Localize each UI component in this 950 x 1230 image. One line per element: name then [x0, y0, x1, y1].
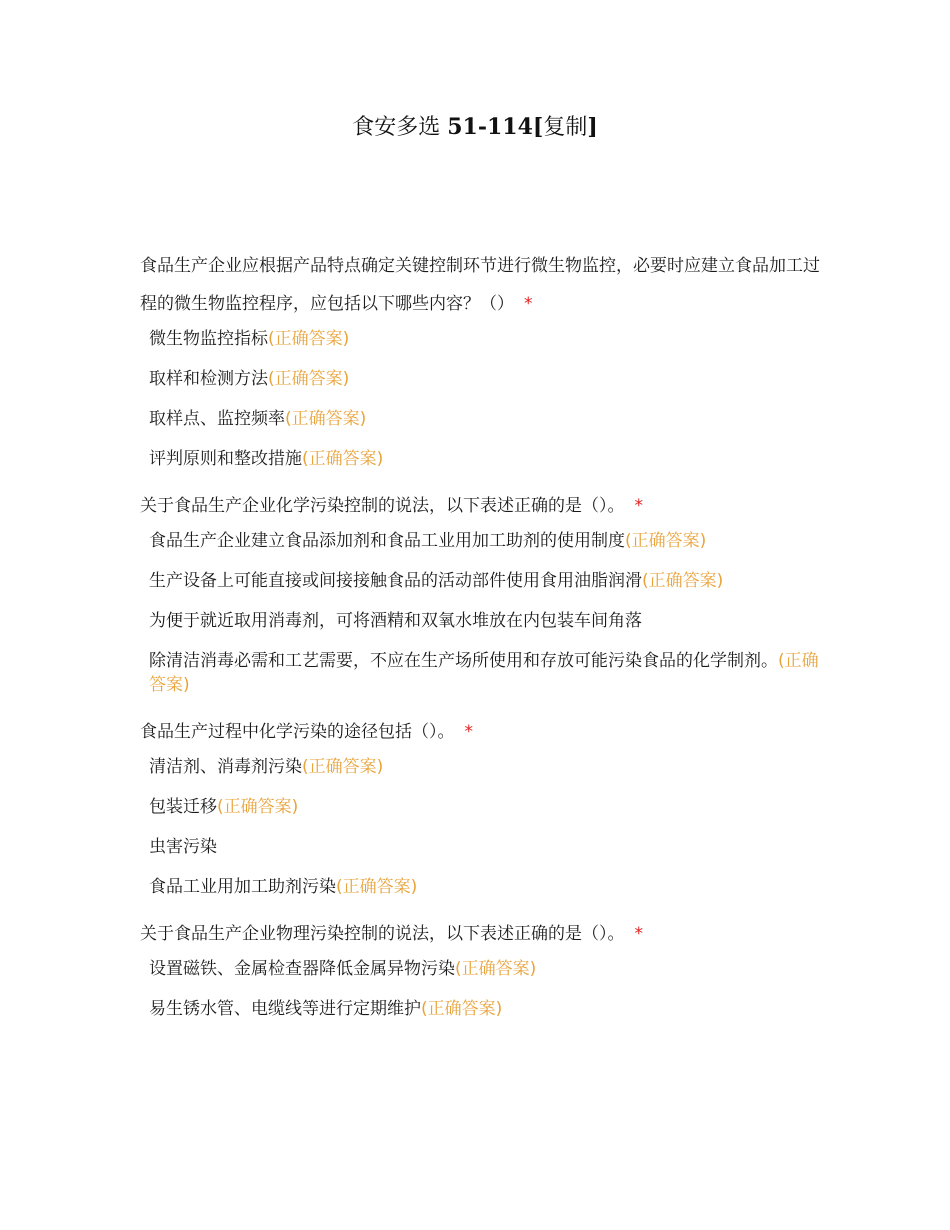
question-text: 食品生产过程中化学污染的途径包括（）。 * — [140, 722, 473, 742]
question-list — [140, 247, 820, 1037]
option-item[interactable] — [149, 957, 820, 981]
correct-answer-mark: (正确答案) — [642, 571, 724, 591]
option-label: 为便于就近取用消毒剂，可将酒精和双氧水堆放在内包装车间角落 — [149, 611, 642, 631]
correct-answer-mark: (正确答案) — [268, 369, 350, 389]
title-copy: 复制 — [543, 115, 588, 140]
title-range: 51-114 — [447, 114, 533, 140]
correct-answer-mark: (正确答案) — [421, 999, 503, 1019]
option-item[interactable] — [149, 529, 820, 553]
required-mark: * — [634, 924, 643, 944]
correct-answer-mark: (正确答案) — [455, 959, 537, 979]
question-text: 关于食品生产企业化学污染控制的说法，以下表述正确的是（）。 * — [140, 496, 643, 516]
option-label: 生产设备上可能直接或间接接触食品的活动部件使用食用油脂润滑 — [149, 571, 642, 591]
page-title — [0, 110, 950, 145]
option-item[interactable] — [149, 569, 820, 593]
option-item[interactable] — [149, 997, 820, 1021]
option-label: 除清洁消毒必需和工艺需要，不应在生产场所使用和存放可能污染食品的化学制剂。 — [149, 651, 778, 671]
required-mark: * — [524, 294, 533, 314]
title-prefix: 食安多选 — [352, 115, 448, 140]
option-label: 设置磁铁、金属检查器降低金属异物污染 — [149, 959, 455, 979]
option-label: 取样和检测方法 — [149, 369, 268, 389]
correct-answer-mark: (正确答案) — [268, 329, 350, 349]
option-label: 包装迁移 — [149, 797, 217, 817]
question-4 — [140, 915, 820, 1021]
option-label: 取样点、监控频率 — [149, 409, 285, 429]
question-1 — [140, 247, 820, 471]
option-item[interactable] — [149, 795, 820, 819]
required-mark: * — [464, 722, 473, 742]
option-label: 食品生产企业建立食品添加剂和食品工业用加工助剂的使用制度 — [149, 531, 625, 551]
option-item[interactable] — [149, 649, 820, 697]
question-text: 食品生产企业应根据产品特点确定关键控制环节进行微生物监控，必要时应建立食品加工过程的微生物监控程序，应包括以下哪些内容？（） * — [140, 256, 820, 314]
option-item[interactable] — [149, 609, 820, 633]
option-label: 清洁剂、消毒剂污染 — [149, 757, 302, 777]
question-3 — [140, 713, 820, 899]
correct-answer-mark: (正确答案) — [217, 797, 299, 817]
option-label: 易生锈水管、电缆线等进行定期维护 — [149, 999, 421, 1019]
option-list — [149, 327, 820, 471]
option-label: 虫害污染 — [149, 837, 217, 857]
option-item[interactable] — [149, 407, 820, 431]
option-label: 食品工业用加工助剂污染 — [149, 877, 336, 897]
title-bracket-open: [ — [532, 114, 544, 140]
correct-answer-mark: (正确答案) — [285, 409, 367, 429]
correct-answer-mark: (正确答案) — [302, 757, 384, 777]
option-label: 微生物监控指标 — [149, 329, 268, 349]
option-list — [149, 529, 820, 697]
option-item[interactable] — [149, 755, 820, 779]
correct-answer-mark: (正确答案) — [302, 449, 384, 469]
required-mark: * — [634, 496, 643, 516]
question-2 — [140, 487, 820, 697]
question-text: 关于食品生产企业物理污染控制的说法，以下表述正确的是（）。 * — [140, 924, 643, 944]
option-list — [149, 755, 820, 899]
option-label: 评判原则和整改措施 — [149, 449, 302, 469]
option-item[interactable] — [149, 835, 820, 859]
option-item[interactable] — [149, 447, 820, 471]
option-item[interactable] — [149, 367, 820, 391]
option-item[interactable] — [149, 875, 820, 899]
title-bracket-close: ] — [587, 114, 598, 140]
correct-answer-mark: (正确答案) — [625, 531, 707, 551]
correct-answer-mark: (正确答案) — [149, 651, 819, 695]
option-list — [149, 957, 820, 1021]
correct-answer-mark: (正确答案) — [336, 877, 418, 897]
option-item[interactable] — [149, 327, 820, 351]
